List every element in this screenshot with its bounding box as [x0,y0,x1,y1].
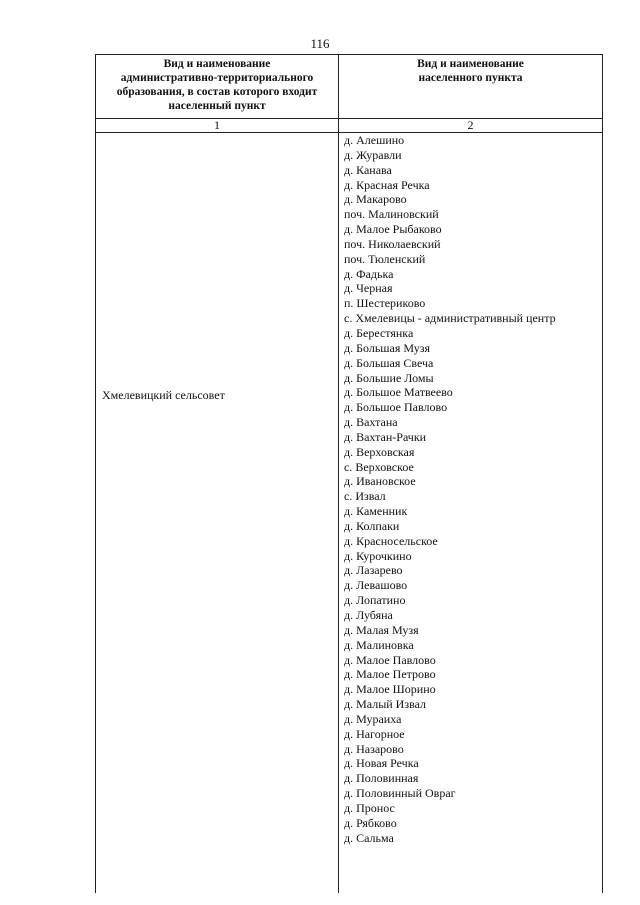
settlement-item: д. Красная Речка [344,177,430,192]
settlement-item: д. Журавли [344,147,402,162]
settlement-item: д. Большое Павлово [344,400,448,415]
settlement-item: д. Верховская [344,444,415,459]
settlement-item: д. Вахтана [344,415,398,430]
settlement-item: д. Колпаки [344,518,400,533]
header-col1-line: административно-территориального [120,72,314,84]
settlement-item: д. Большие Ломы [344,370,434,385]
settlement-item: с. Верховское [344,459,414,474]
settlement-item: д. Канава [344,162,392,177]
settlement-item: д. Красносельское [344,533,438,548]
settlement-item: д. Вахтан-Рачки [344,429,427,444]
municipality-cell [96,133,339,894]
settlement-item: д. Ивановское [344,474,416,489]
header-col2-line: Вид и наименование [417,58,524,70]
settlement-item: д. Фадька [344,266,394,281]
table-body-row [96,133,603,894]
settlement-item: д. Малиновка [344,637,414,652]
header-admin-unit [96,55,339,119]
settlement-item: д. Назарово [344,741,404,756]
settlement-item: д. Сальма [344,830,394,845]
settlement-item: д. Мураиха [344,711,402,726]
settlement-item: д. Лубяна [344,608,393,622]
settlement-item: д. Половинный Овраг [344,786,456,801]
settlement-item: д. Рябково [344,815,397,830]
settlement-item: поч. Тюленский [344,251,426,266]
settlement-item: д. Новая Речка [344,756,419,771]
settlement-item: д. Алешино [344,133,405,147]
page-number: 116 [310,36,330,51]
settlement-item: д. Макарово [344,192,407,207]
settlement-item: с. Извал [344,489,386,504]
settlement-item: д. Лопатино [344,593,406,608]
settlement-item: д. Левашово [344,578,408,593]
settlement-item: с. Хмелевицы - административный центр [344,311,556,326]
header-col2-line: населенного пункта [418,72,523,84]
settlement-item: д. Берестянка [344,325,414,340]
settlement-item: д. Лазарево [344,563,403,578]
header-col1-line: Вид и наименование [163,58,271,70]
settlement-item: д. Черная [344,281,393,296]
settlement-list [339,133,602,846]
settlement-item: д. Пронос [344,800,395,815]
settlement-item: д. Нагорное [344,726,405,741]
settlement-item: д. Малое Шорино [344,682,436,697]
column-number: 1 [96,119,339,133]
settlement-item: д. Большая Свеча [344,355,434,370]
settlement-item: д. Малое Павлово [344,652,436,667]
settlement-item: д. Большая Музя [344,340,431,355]
column-number-row [96,119,603,133]
header-settlement [339,55,603,119]
settlement-item: п. Шестериково [344,296,426,311]
settlement-item: д. Большое Матвеево [344,385,453,400]
municipality-name: Хмелевицкий сельсовет [102,388,225,402]
settlements-cell [339,133,603,894]
settlement-item: д. Малая Музя [344,622,419,637]
settlement-item: д. Каменник [344,504,408,519]
header-col1-line: образования, в состав которого входит [116,86,318,98]
settlement-item: д. Малое Рыбаково [344,222,442,237]
settlement-item: д. Половинная [344,771,419,786]
settlement-item: д. Малый Извал [344,697,427,712]
settlement-item: поч. Малиновский [344,207,439,222]
table-header-row [96,55,603,119]
settlements-table [95,54,603,893]
settlement-item: д. Малое Петрово [344,667,436,682]
settlement-item: д. Курочкино [344,548,412,563]
column-number: 2 [339,119,603,133]
settlement-item: поч. Николаевский [344,236,441,251]
header-col1-line: населенный пункт [168,100,266,112]
